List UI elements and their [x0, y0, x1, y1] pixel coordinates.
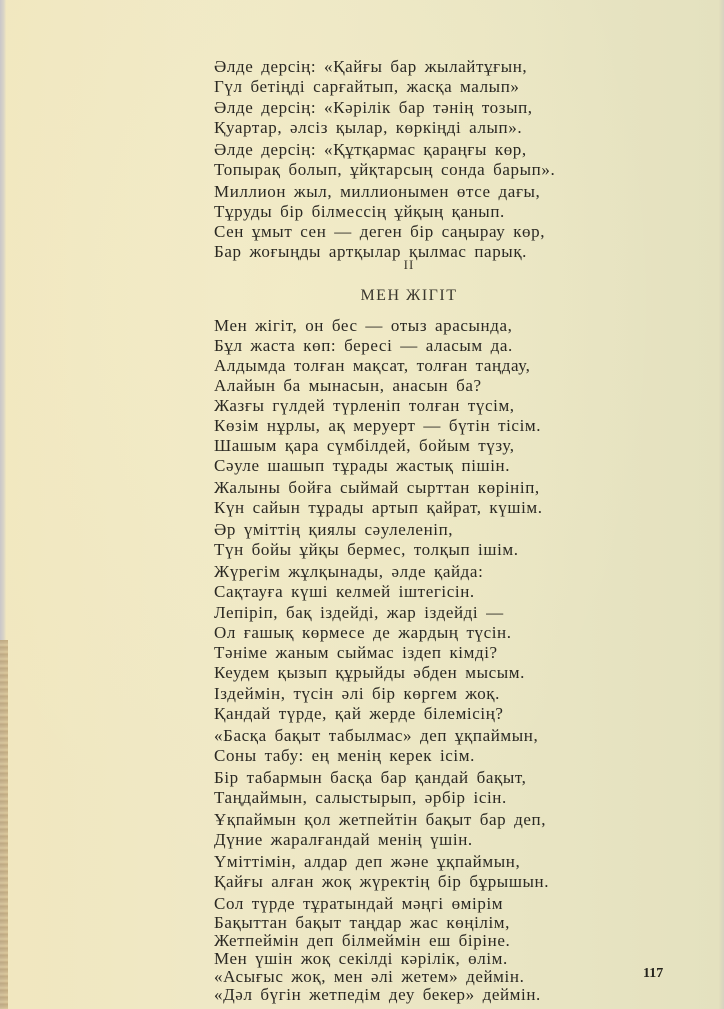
verse-line: Гүл бетіңді сарғайтып, жасқа малып»	[214, 77, 520, 96]
verse-line: Ол ғашық көрмесе де жардың түсін.	[214, 623, 512, 642]
verse-line: Түн бойы ұйқы бермес, толқып ішім.	[214, 540, 519, 559]
verse-line: Дүние жаралғандай менің үшін.	[214, 830, 473, 849]
verse-line: Жүрегім жұлқынады, әлде қайда:	[214, 562, 484, 581]
verse-line: Топырақ болып, ұйқтарсың сонда барып».	[214, 160, 556, 179]
verse-line: Сәуле шашып тұрады жастық пішін.	[214, 456, 511, 475]
verse-line: Мен үшін жоқ секілді кәрілік, өлім.	[214, 949, 508, 968]
verse-line: Жазғы гүлдей түрленіп толған түсім,	[214, 396, 515, 415]
verse-line: Тұруды бір білмессің ұйқың қанып.	[214, 202, 505, 221]
verse-line: Бір табармын басқа бар қандай бақыт,	[214, 768, 527, 787]
verse-line: Кеудем қызып құрыйды әбден мысым.	[214, 663, 525, 682]
verse-line: Әлде дерсің: «Құтқармас қараңғы көр,	[214, 140, 527, 159]
verse-line: Таңдаймын, салыстырып, әрбір ісін.	[214, 788, 507, 807]
verse-line: Көзім нұрлы, ақ меруерт — бүтін тісім.	[214, 416, 542, 435]
verse-line: Соны табу: ең менің керек ісім.	[214, 746, 475, 765]
verse-line: Әлде дерсің: «Кәрілік бар тәнің тозып,	[214, 98, 533, 117]
verse-line: Сол түрде тұратындай мәңгі өмірім	[214, 894, 504, 913]
verse-line: Жетпеймін деп білмеймін еш біріне.	[214, 931, 511, 950]
verse-line: Бұл жаста көп: бересі — аласым да.	[214, 336, 513, 355]
verse-line: Бар жоғыңды артқылар қылмас парық.	[214, 242, 528, 261]
verse-line: Тәніме жаным сыймас іздеп кімді?	[214, 643, 498, 662]
verse-line: Әлде дерсің: «Қайғы бар жылайтұғын,	[214, 57, 528, 76]
section-number: II	[403, 257, 415, 272]
verse-line: Шашым қара сүмбілдей, бойым түзу,	[214, 436, 515, 455]
verse-line: Бақыттан бақыт таңдар жас көңілім,	[214, 913, 511, 932]
section-title: МЕН ЖІГІТ	[360, 287, 458, 304]
verse-line: Алайын ба мынасын, анасын ба?	[214, 376, 482, 395]
verse-line: Қандай түрде, қай жерде білемісің?	[214, 704, 504, 723]
verse-line: Лепіріп, бақ іздейді, жар іздейді —	[214, 603, 504, 622]
spine-shadow	[0, 640, 8, 1009]
verse-line: Алдымда толған мақсат, толған таңдау,	[214, 356, 531, 375]
verse-line: Миллион жыл, миллионымен өтсе дағы,	[214, 182, 541, 201]
verse-line: Ұқпаймын қол жетпейтін бақыт бар деп,	[214, 810, 547, 829]
verse-line: «Асығыс жоқ, мен әлі жетем» деймін.	[214, 967, 525, 986]
verse-line: Сақтауға күші келмей іштегісін.	[214, 582, 475, 601]
verse-line: Күн сайын тұрады артып қайрат, күшім.	[214, 498, 543, 517]
page-number: 117	[643, 966, 664, 981]
verse-line: Жалыны бойға сыймай сырттан көрініп,	[214, 478, 540, 497]
verse-line: Әр үміттің қиялы сәулеленіп,	[214, 520, 454, 539]
verse-line: «Дәл бүгін жетпедім деу бекер» деймін.	[214, 985, 541, 1004]
page-right-edge	[719, 0, 724, 1009]
verse-line: Сен ұмыт сен — деген бір саңырау көр,	[214, 222, 546, 241]
verse-line: Іздеймін, түсін әлі бір көргем жоқ.	[214, 684, 501, 703]
verse-line: Қайғы алған жоқ жүректің бір бұрышын.	[214, 872, 550, 891]
verse-line: Үміттімін, алдар деп және ұқпаймын,	[214, 852, 521, 871]
verse-line: Мен жігіт, он бес — отыз арасында,	[214, 316, 513, 335]
verse-line: Қуартар, әлсіз қылар, көркіңді алып».	[214, 118, 523, 137]
verse-line: «Басқа бақыт табылмас» деп ұқпаймын,	[214, 726, 539, 745]
